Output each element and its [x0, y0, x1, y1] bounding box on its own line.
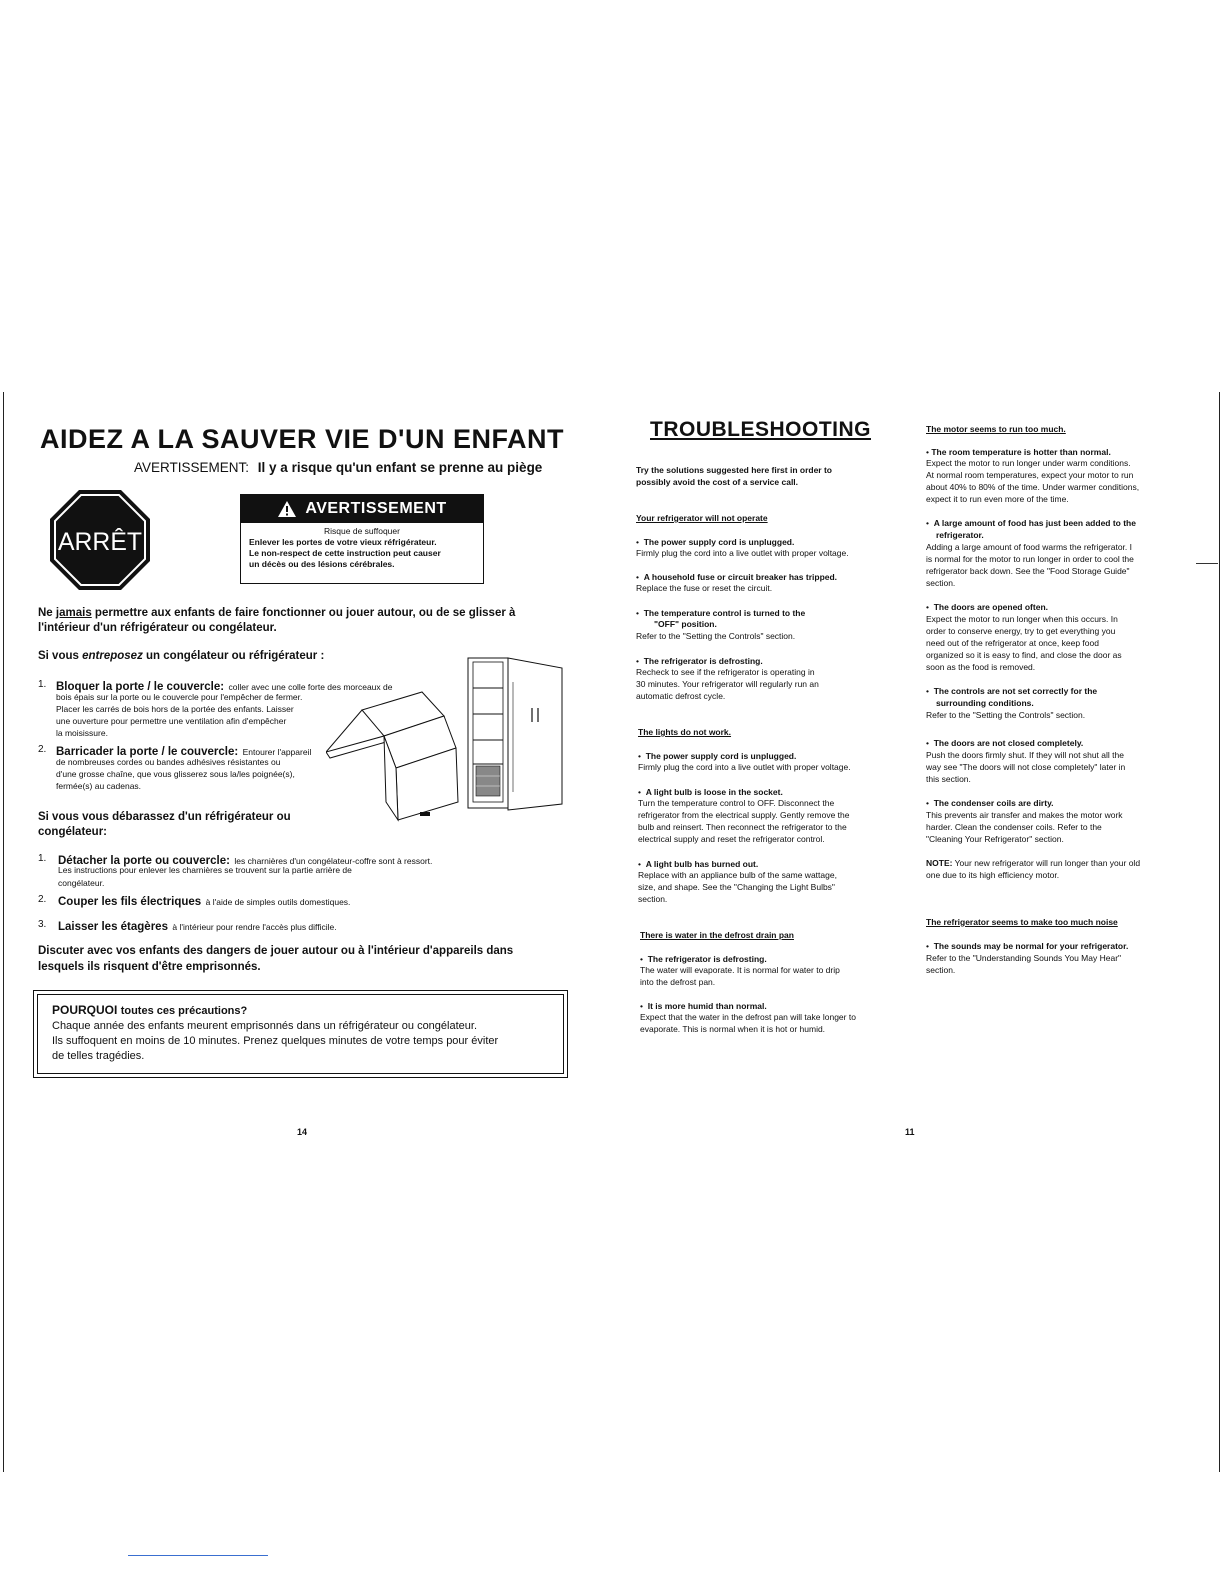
discuss-line-2: lesquels ils risquent d'être emprisonnés.	[38, 961, 261, 973]
issue-item: • The condenser coils are dirty.	[926, 798, 1054, 808]
list-item-line: Placer les carrés de bois hors de la portée des enfants. Laisser	[56, 704, 294, 714]
issue-text: order to conserve energy, try to get everything you	[926, 626, 1116, 636]
subtitle-label: AVERTISSEMENT:	[134, 460, 250, 475]
list-item-line: Les instructions pour enlever les charnières se trouvent sur la partie arrière de	[58, 865, 352, 875]
issue-text: way see "The doors will not close completely" later in	[926, 762, 1126, 772]
issue-item: • It is more humid than normal.	[640, 1001, 767, 1011]
issue-text: electrical supply and reset the refrigerator control.	[638, 834, 825, 844]
list-number: 2.	[38, 894, 47, 905]
list-item-line: d'une grosse chaîne, que vous glisserez sous la/les poignée(s),	[56, 769, 295, 779]
list-item-label: Barricader la porte / le couvercle:	[56, 746, 239, 758]
why-line: de telles tragédies.	[52, 1050, 145, 1062]
list-item-label: Laisser les étagères	[58, 921, 168, 933]
issue-item: • A large amount of food has just been added to the	[926, 518, 1136, 528]
issue-title: The power supply cord is unplugged.	[645, 751, 797, 761]
warning-line: Enlever les portes de votre vieux réfrigérateur.	[249, 537, 437, 547]
issue-title: The refrigerator is defrosting.	[647, 954, 767, 964]
never-underlined: jamais	[55, 607, 92, 619]
issue-title: A household fuse or circuit breaker has tripped.	[643, 572, 838, 582]
issue-text: Refer to the "Understanding Sounds You May Hear"	[926, 953, 1122, 963]
issue-text: evaporate. This is normal when it is hot or humid.	[640, 1024, 826, 1034]
list-item-line: fermée(s) au cadenas.	[56, 781, 142, 791]
discuss-line-1: Discuter avec vos enfants des dangers de jouer autour ou à l'intérieur d'appareils dans	[38, 945, 514, 957]
dispose-heading: Si vous vous débarassez d'un réfrigérateur ou	[38, 811, 291, 823]
stop-sign-icon	[48, 488, 152, 592]
issue-text: bulb and reinsert. Then reconnect the refrigerator to the	[638, 822, 847, 832]
issue-text: The water will evaporate. It is normal for water to drip	[640, 965, 840, 975]
issue-title: A large amount of food has just been added to the	[933, 518, 1136, 528]
issue-text: into the defrost pan.	[640, 977, 716, 987]
issue-text: Replace the fuse or reset the circuit.	[636, 583, 773, 593]
section-heading: The lights do not work.	[638, 727, 732, 737]
subtitle-text: Il y a risque qu'un enfant se prenne au piège	[257, 460, 543, 475]
section-heading: There is water in the defrost drain pan	[640, 930, 794, 940]
issue-text: Expect that the water in the defrost pan will take longer to	[640, 1012, 856, 1022]
list-item-text: coller avec une colle forte des morceaux de	[228, 682, 393, 692]
list-item-line: une ouverture pour permettre une ventilation afin d'empêcher	[56, 716, 287, 726]
issue-text: about 40% to 80% of the time. Under warmer conditions,	[926, 482, 1140, 492]
stop-sign-text: ARRÊT	[58, 528, 143, 556]
issue-item: • The room temperature is hotter than normal.	[926, 447, 1111, 457]
issue-title: A light bulb is loose in the socket.	[645, 787, 783, 797]
store-emphasis: entreposez	[82, 650, 143, 662]
issue-title: "OFF" position.	[654, 619, 717, 629]
list-number: 2.	[38, 744, 47, 755]
issue-title-cont	[654, 619, 717, 630]
section-heading: The motor seems to run too much.	[926, 424, 1066, 434]
note	[926, 858, 1140, 869]
page-number-right: 11	[905, 1127, 915, 1137]
issue-text: size, and shape. See the "Changing the Light Bulbs"	[638, 882, 835, 892]
issue-text: Recheck to see if the refrigerator is operating in	[636, 667, 815, 677]
warning-header-text: AVERTISSEMENT	[305, 500, 447, 517]
margin-mark	[1196, 563, 1218, 564]
issue-text: organized so it is easy to find, and close the door as	[926, 650, 1122, 660]
warning-line: Le non-respect de cette instruction peut causer	[249, 548, 441, 558]
issue-text: is normal for the motor to run longer in order to cool the	[926, 554, 1134, 564]
issue-text: Refer to the "Setting the Controls" section.	[636, 631, 796, 641]
issue-text: Refer to the "Setting the Controls" section.	[926, 710, 1086, 720]
warning-subtitle	[134, 460, 542, 475]
issue-text: Adding a large amount of food warms the refrigerator. I	[926, 542, 1133, 552]
bottom-mark-line	[128, 1555, 268, 1556]
issue-title: The sounds may be normal for your refrigerator.	[933, 941, 1129, 951]
page-number-left: 14	[297, 1127, 308, 1137]
list-item-text: à l'aide de simples outils domestiques.	[205, 897, 351, 907]
never-rest: permettre aux enfants de faire fonctionner ou jouer autour, ou de se glisser à	[94, 607, 516, 619]
troubleshooting-title: TROUBLESHOOTING	[650, 418, 871, 441]
issue-item: • The temperature control is turned to the	[636, 608, 806, 618]
issue-text: "Cleaning Your Refrigerator" section.	[926, 834, 1064, 844]
warning-line: un décès ou des lésions cérébrales.	[249, 559, 395, 569]
issue-title: It is more humid than normal.	[647, 1001, 767, 1011]
section-heading: The refrigerator seems to make too much noise	[926, 917, 1118, 927]
issue-text: Push the doors firmly shut. If they will not shut all the	[926, 750, 1124, 760]
issue-text: refrigerator from the electrical supply. Gently remove the	[638, 810, 850, 820]
right-edge-line	[1219, 392, 1220, 1472]
issue-title-cont	[936, 530, 984, 541]
never-prefix: Ne	[38, 607, 53, 619]
issue-text: section.	[638, 894, 668, 904]
list-item-label: Bloquer la porte / le couvercle:	[56, 681, 225, 693]
issue-text: this section.	[926, 774, 971, 784]
list-item-line: la moisissure.	[56, 728, 108, 738]
section-heading: Your refrigerator will not operate	[636, 513, 768, 523]
list-item	[58, 917, 337, 935]
list-item	[58, 892, 350, 910]
issue-item: • A light bulb is loose in the socket.	[638, 787, 783, 797]
issue-text: expect it to run even more of the time.	[926, 494, 1069, 504]
why-line: Ils suffoquent en moins de 10 minutes. Prenez quelques minutes de votre temps pour éviter	[52, 1035, 499, 1047]
store-prefix: Si vous	[38, 650, 79, 662]
issue-title: A light bulb has burned out.	[645, 859, 759, 869]
why-box	[33, 990, 568, 1078]
list-item-text: les charnières d'un congélateur-coffre sont à ressort.	[234, 856, 433, 866]
list-number: 3.	[38, 919, 47, 930]
page-title: AIDEZ A LA SAUVER VIE D'UN ENFANT	[40, 424, 564, 454]
list-item-line: de nombreuses cordes ou bandes adhésives résistantes ou	[56, 757, 281, 767]
issue-item: • The power supply cord is unplugged.	[638, 751, 797, 761]
issue-text: harder. Clean the condenser coils. Refer to the	[926, 822, 1102, 832]
appliance-illustration	[326, 652, 566, 838]
intro-text-2: possibly avoid the cost of a service call.	[636, 477, 799, 487]
issue-text: section.	[926, 578, 956, 588]
warning-header	[241, 495, 483, 523]
issue-item: • The power supply cord is unplugged.	[636, 537, 795, 547]
issue-text: 30 minutes. Your refrigerator will regularly run an	[636, 679, 819, 689]
why-title-bold: POURQUOI	[52, 1003, 118, 1017]
issue-text: Replace with an appliance bulb of the same wattage,	[638, 870, 837, 880]
list-number: 1.	[38, 679, 47, 690]
issue-title: The doors are not closed completely.	[933, 738, 1084, 748]
issue-text: At normal room temperatures, expect your motor to run	[926, 470, 1134, 480]
left-edge-line	[3, 392, 4, 1472]
issue-title: The doors are opened often.	[933, 602, 1048, 612]
note-label: NOTE:	[926, 858, 953, 868]
store-rest: un congélateur ou réfrigérateur :	[146, 650, 325, 662]
issue-text: Firmly plug the cord into a live outlet with proper voltage.	[636, 548, 849, 558]
issue-title: The room temperature is hotter than normal.	[931, 447, 1111, 457]
intro-text-1: Try the solutions suggested here first in order to	[636, 465, 833, 475]
issue-text: Firmly plug the cord into a live outlet with proper voltage.	[638, 762, 851, 772]
issue-text: automatic defrost cycle.	[636, 691, 726, 701]
issue-title: The temperature control is turned to the	[643, 608, 806, 618]
list-item-line: congélateur.	[58, 878, 105, 888]
note-text: Your new refrigerator will run longer than your old	[954, 858, 1141, 868]
issue-text: need out of the refrigerator at once, keep food	[926, 638, 1099, 648]
never-line-2: l'intérieur d'un réfrigérateur ou congélateur.	[38, 622, 277, 634]
issue-title: The refrigerator is defrosting.	[643, 656, 763, 666]
list-item-label: Couper les fils électriques	[58, 896, 202, 908]
dispose-heading-2: congélateur:	[38, 826, 108, 838]
warning-risk: Risque de suffoquer	[324, 526, 400, 536]
why-title	[52, 1003, 247, 1017]
issue-item: • The refrigerator is defrosting.	[636, 656, 763, 666]
issue-text: Turn the temperature control to OFF. Disconnect the	[638, 798, 835, 808]
issue-text: soon as the food is removed.	[926, 662, 1036, 672]
issue-text: This prevents air transfer and makes the motor work	[926, 810, 1123, 820]
why-line: Chaque année des enfants meurent emprisonnés dans un réfrigérateur ou congélateur.	[52, 1020, 478, 1032]
issue-title: The controls are not set correctly for the	[933, 686, 1098, 696]
list-item-label: Détacher la porte ou couvercle:	[58, 855, 230, 867]
list-item-line: bois épais sur la porte ou le couvercle pour l'empêcher de fermer.	[56, 692, 303, 702]
issue-text: Expect the motor to run longer when this occurs. In	[926, 614, 1118, 624]
list-item-text: Entourer l'appareil	[242, 747, 312, 757]
note-text: one due to its high efficiency motor.	[926, 870, 1060, 880]
issue-title-cont	[936, 698, 1034, 709]
why-title-rest: toutes ces précautions?	[120, 1005, 248, 1017]
issue-title: surrounding conditions.	[936, 698, 1034, 708]
issue-item: • The refrigerator is defrosting.	[640, 954, 767, 964]
warning-triangle-icon	[277, 500, 297, 518]
issue-item: • The doors are opened often.	[926, 602, 1048, 612]
intro-line	[636, 477, 798, 488]
issue-item: • A household fuse or circuit breaker has tripped.	[636, 572, 838, 582]
issue-title: The power supply cord is unplugged.	[643, 537, 795, 547]
intro-line	[636, 465, 832, 476]
list-number: 1.	[38, 853, 47, 864]
issue-text: section.	[926, 965, 956, 975]
issue-text: refrigerator back down. See the "Food Storage Guide"	[926, 566, 1130, 576]
issue-item: • The sounds may be normal for your refrigerator.	[926, 941, 1129, 951]
issue-title: refrigerator.	[936, 530, 984, 540]
issue-text: Expect the motor to run longer under warm conditions.	[926, 458, 1131, 468]
issue-item: • A light bulb has burned out.	[638, 859, 759, 869]
issue-title: The condenser coils are dirty.	[933, 798, 1054, 808]
issue-item: • The controls are not set correctly for the	[926, 686, 1098, 696]
issue-item: • The doors are not closed completely.	[926, 738, 1084, 748]
store-heading	[38, 649, 324, 663]
never-line-1	[38, 606, 515, 620]
warning-box	[240, 494, 484, 584]
list-item-text: à l'intérieur pour rendre l'accès plus difficile.	[172, 922, 337, 932]
